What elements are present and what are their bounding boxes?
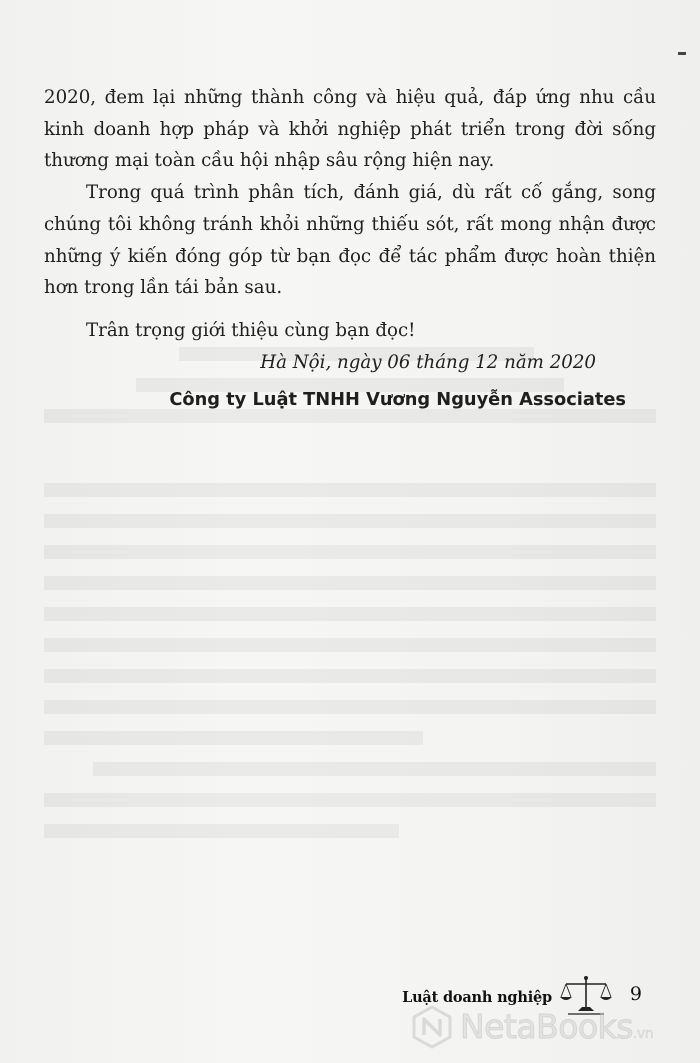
company-signature: Công ty Luật TNHH Vương Nguyễn Associates xyxy=(169,389,626,411)
page-number: 9 xyxy=(629,983,642,1005)
closing-greeting: Trân trọng giới thiệu cùng bạn đọc! xyxy=(86,320,416,341)
watermark-suffix: .vn xyxy=(632,1026,654,1042)
date-line: Hà Nội, ngày 06 tháng 12 năm 2020 xyxy=(260,351,596,373)
paragraph-feedback: Trong quá trình phân tích, đánh giá, dù rất cố gắng, song chúng tôi không tránh khỏi những thiếu sót, rất mong nhận được những ý kiến đóng góp từ bạn đọc để tác phẩm được hoàn thiện hơn trong lần tái bản sau. xyxy=(44,182,656,299)
running-title: Luật doanh nghiệp xyxy=(402,989,552,1006)
netabooks-logo-icon xyxy=(410,1005,454,1049)
closing-block xyxy=(44,315,656,416)
body-text xyxy=(44,82,656,304)
paragraph-continuation: 2020, đem lại những thành công và hiệu quả, đáp ứng nhu cầu kinh doanh hợp pháp và khởi nghiệp phát triển trong đời sống thương mại toàn cầu hội nhập sâu rộng hiện nay. xyxy=(44,87,656,172)
netabooks-watermark xyxy=(410,1003,700,1049)
edge-mark xyxy=(678,52,686,55)
watermark-brand: NetaBooks xyxy=(460,1007,633,1046)
watermark-text xyxy=(460,1007,653,1046)
